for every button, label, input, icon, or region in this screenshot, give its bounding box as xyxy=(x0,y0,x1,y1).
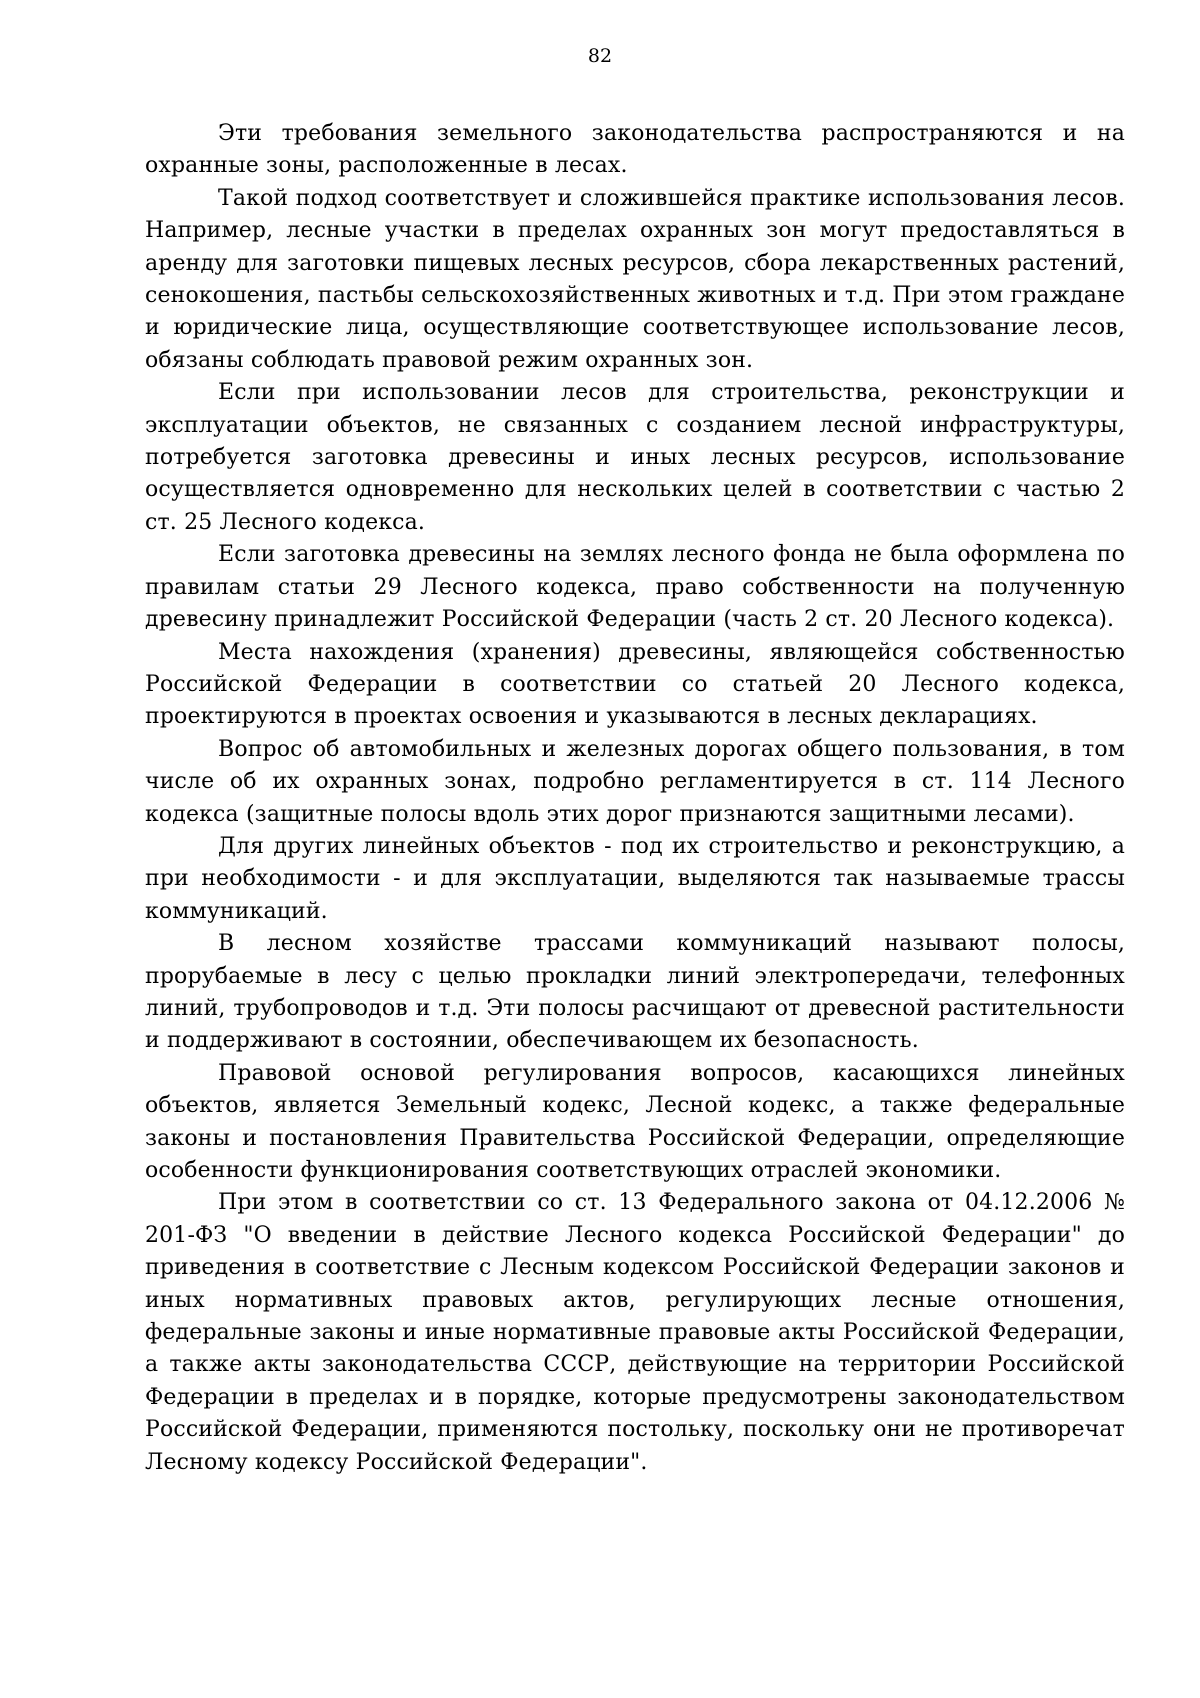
paragraph: Правовой основой регулирования вопросов, касающихся линейных объектов, является Земельный кодекс, Лесной кодекс, а также федеральные законы и постановления Правительства Российской Федерации, определяющие особенности функционирования соответствующих отраслей экономики. xyxy=(145,1060,1125,1183)
paragraph: В лесном хозяйстве трассами коммуникаций называют полосы, прорубаемые в лесу с целью прокладки линий электропередачи, телефонных линий, трубопроводов и т.д. Эти полосы расчищают от древесной растительности и поддерживают в состоянии, обеспечивающем их безопасность. xyxy=(145,931,1125,1054)
page-number: 82 xyxy=(587,45,613,67)
paragraph: Такой подход соответствует и сложившейся практике использования лесов. Например, лесные участки в пределах охранных зон могут предоставляться в аренду для заготовки пищевых лесных ресурсов, сбора лекарственных растений, сенокошения, пастьбы сельскохозяйственных животных и т.д. При этом граждане и юридические лица, осуществляющие соответствующее использование лесов, обязаны соблюдать правовой режим охранных зон. xyxy=(145,185,1125,373)
paragraph: Если при использовании лесов для строительства, реконструкции и эксплуатации объектов, не связанных с созданием лесной инфраструктуры, потребуется заготовка древесины и иных лесных ресурсов, использование осуществляется одновременно для нескольких целей в соответствии с частью 2 ст. 25 Лесного кодекса. xyxy=(145,380,1125,535)
paragraph: При этом в соответствии со ст. 13 Федерального закона от 04.12.2006 № 201-ФЗ "О введении в действие Лесного кодекса Российской Федерации" до приведения в соответствие с Лесным кодексом Российской Федерации законов и иных нормативных правовых актов, регулирующих лесные отношения, федеральные законы и иные нормативные правовые акты Российской Федерации, а также акты законодательства СССР, действующие на территории Российской Федерации в пределах и в порядке, которые предусмотрены законодательством Российской Федерации, применяются постольку, поскольку они не противоречат Лесному кодексу Российской Федерации". xyxy=(145,1190,1125,1475)
paragraph: Вопрос об автомобильных и железных дорогах общего пользования, в том числе об их охранных зонах, подробно регламентируется в ст. 114 Лесного кодекса (защитные полосы вдоль этих дорог признаются защитными лесами). xyxy=(145,736,1125,827)
paragraph: Места нахождения (хранения) древесины, являющейся собственностью Российской Федерации в соответствии со статьей 20 Лесного кодекса, проектируются в проектах освоения и указываются в лесных декларациях. xyxy=(145,639,1125,730)
paragraph: Эти требования земельного законодательства распространяются и на охранные зоны, расположенные в лесах. xyxy=(145,121,1125,179)
document-body xyxy=(145,118,1125,1479)
paragraph: Для других линейных объектов - под их строительство и реконструкцию, а при необходимости - и для эксплуатации, выделяются так называемые трассы коммуникаций. xyxy=(145,833,1125,924)
paragraph: Если заготовка древесины на землях лесного фонда не была оформлена по правилам статьи 29 Лесного кодекса, право собственности на полученную древесину принадлежит Российской Федерации (часть 2 ст. 20 Лесного кодекса). xyxy=(145,542,1125,633)
